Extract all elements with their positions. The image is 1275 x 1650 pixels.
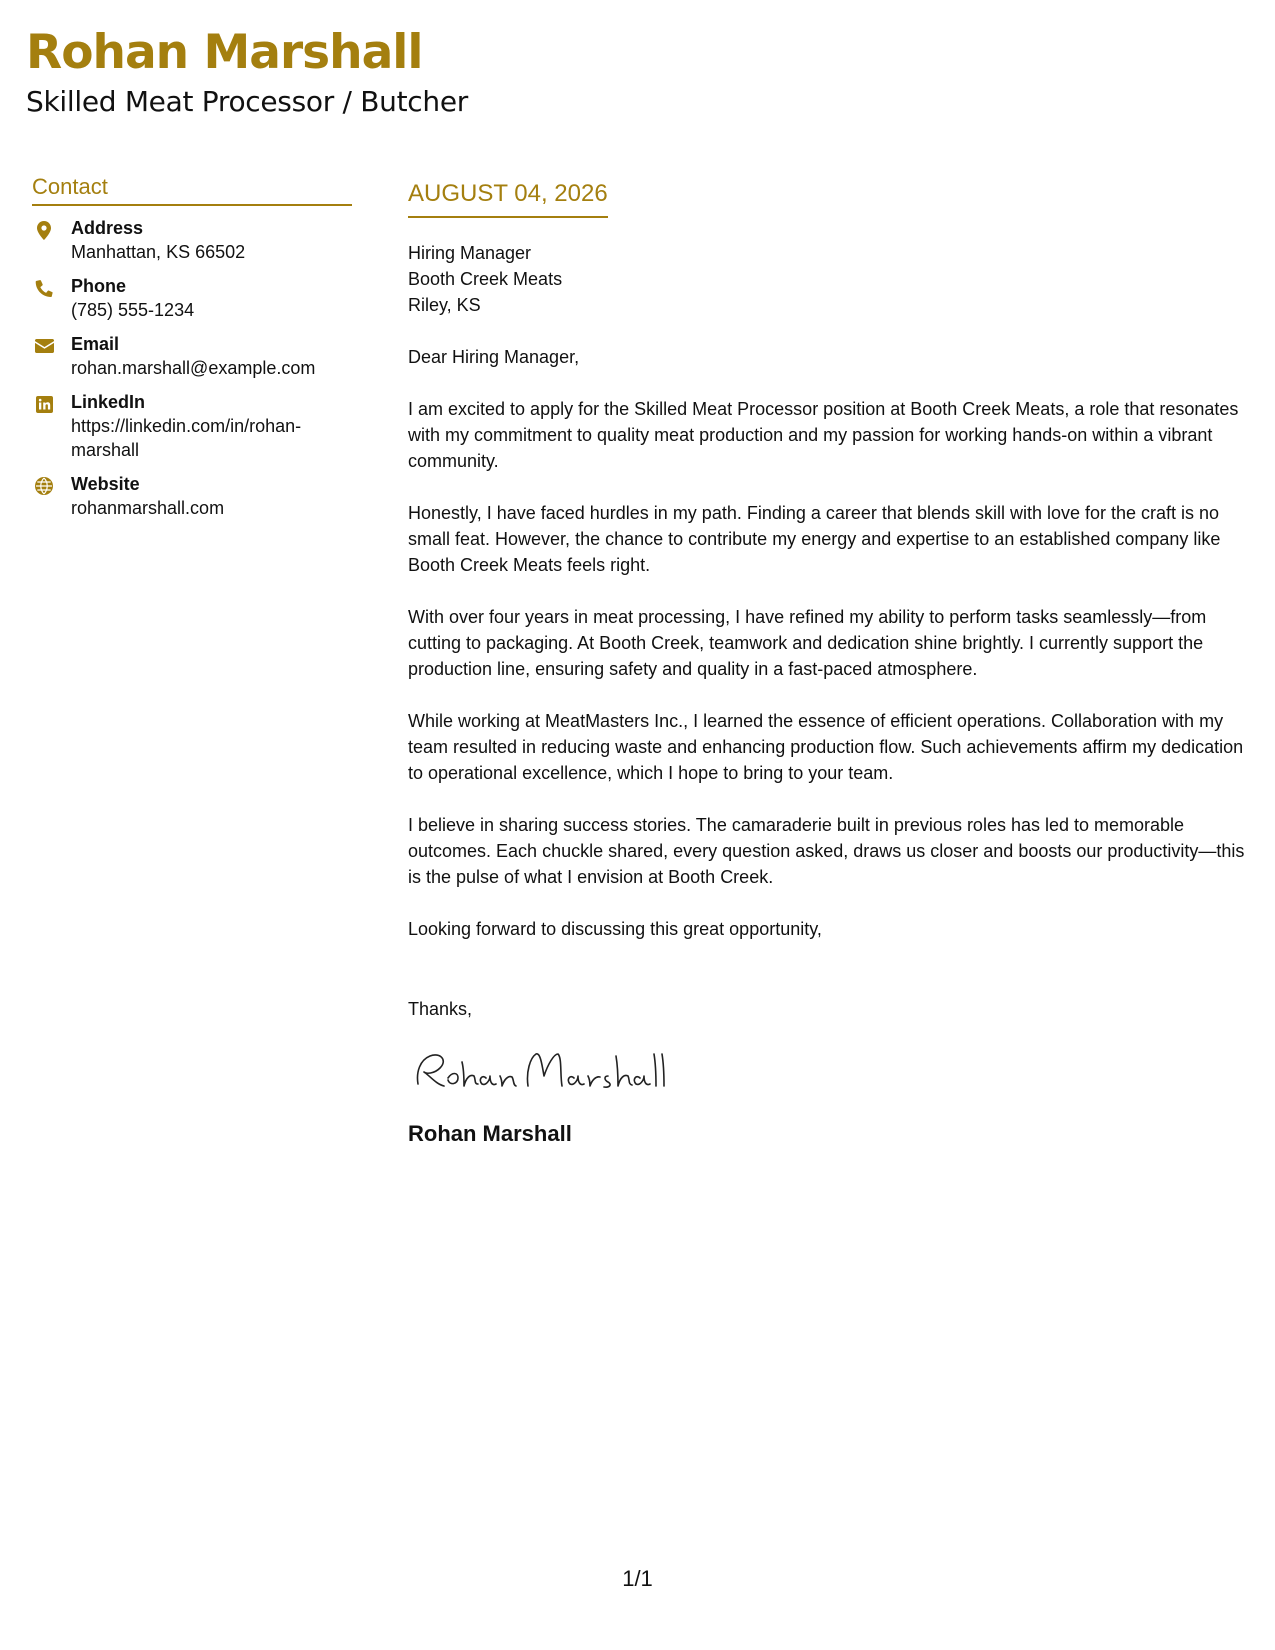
contact-label: Address	[71, 218, 144, 238]
contact-item-website	[32, 472, 352, 520]
applicant-job-title: Skilled Meat Processor / Butcher	[26, 85, 468, 118]
linkedin-icon	[34, 394, 54, 414]
contact-item-phone	[32, 274, 352, 322]
recipient-block	[408, 240, 1253, 318]
resume-header	[26, 22, 468, 120]
envelope-icon	[34, 336, 54, 356]
letter-paragraph: I believe in sharing success stories. The camaraderie built in previous roles has led to memorable outcomes. Each chuckle shared, every question asked, draws us closer and boosts our productivity—this is the pulse of what I envision at Booth Creek.	[408, 815, 1245, 887]
signed-name: Rohan Marshall	[408, 1121, 572, 1146]
letter-paragraph: I am excited to apply for the Skilled Meat Processor position at Booth Creek Meats, a role that resonates with my commitment to quality meat production and my passion for working hands-on within a vibrant community.	[408, 399, 1239, 471]
signoff: Thanks,	[408, 999, 473, 1019]
contact-label: LinkedIn	[71, 392, 146, 412]
letter-date: AUGUST 04, 2026	[408, 178, 608, 218]
closing-line: Looking forward to discussing this great opportunity,	[408, 919, 822, 939]
letter-body	[408, 178, 1253, 1148]
contact-item-address	[32, 216, 352, 264]
page-number: 1/1	[622, 1566, 653, 1591]
contact-item-email	[32, 332, 352, 380]
recipient-line: Riley, KS	[408, 295, 481, 315]
phone-icon	[34, 278, 54, 298]
contact-value: rohan.marshall@example.com	[71, 358, 316, 378]
contact-label: Email	[71, 334, 120, 354]
salutation: Dear Hiring Manager,	[408, 347, 580, 367]
map-pin-icon	[34, 220, 54, 240]
contact-value: rohanmarshall.com	[71, 498, 225, 518]
letter-paragraph: With over four years in meat processing, I have refined my ability to perform tasks seamlessly—from cutting to packaging. At Booth Creek, teamwork and dedication shine brightly. I currently support the production line, ensuring safety and quality in a fast-paced atmosphere.	[408, 607, 1207, 679]
contact-value: https://linkedin.com/in/rohan-marshall	[71, 416, 302, 460]
handwritten-signature	[408, 1042, 668, 1100]
contact-sidebar	[32, 172, 352, 530]
contact-label: Website	[71, 474, 140, 494]
recipient-line: Booth Creek Meats	[408, 269, 563, 289]
letter-paragraph: Honestly, I have faced hurdles in my path. Finding a career that blends skill with love for the craft is no small feat. However, the chance to contribute my energy and expertise to an established company like Booth Creek Meats feels right.	[408, 503, 1221, 575]
letter-paragraph: While working at MeatMasters Inc., I learned the essence of efficient operations. Collaboration with my team resulted in reducing waste and enhancing production flow. Such achievements affirm my dedication to operational excellence, which I hope to bring to your team.	[408, 711, 1244, 783]
contact-value: (785) 555-1234	[71, 300, 195, 320]
contact-item-linkedin	[32, 390, 352, 462]
applicant-name: Rohan Marshall	[26, 25, 423, 80]
recipient-line: Hiring Manager	[408, 243, 532, 263]
contact-label: Phone	[71, 276, 127, 296]
contact-heading: Contact	[32, 172, 352, 206]
globe-icon	[34, 476, 54, 496]
contact-value: Manhattan, KS 66502	[71, 242, 246, 262]
